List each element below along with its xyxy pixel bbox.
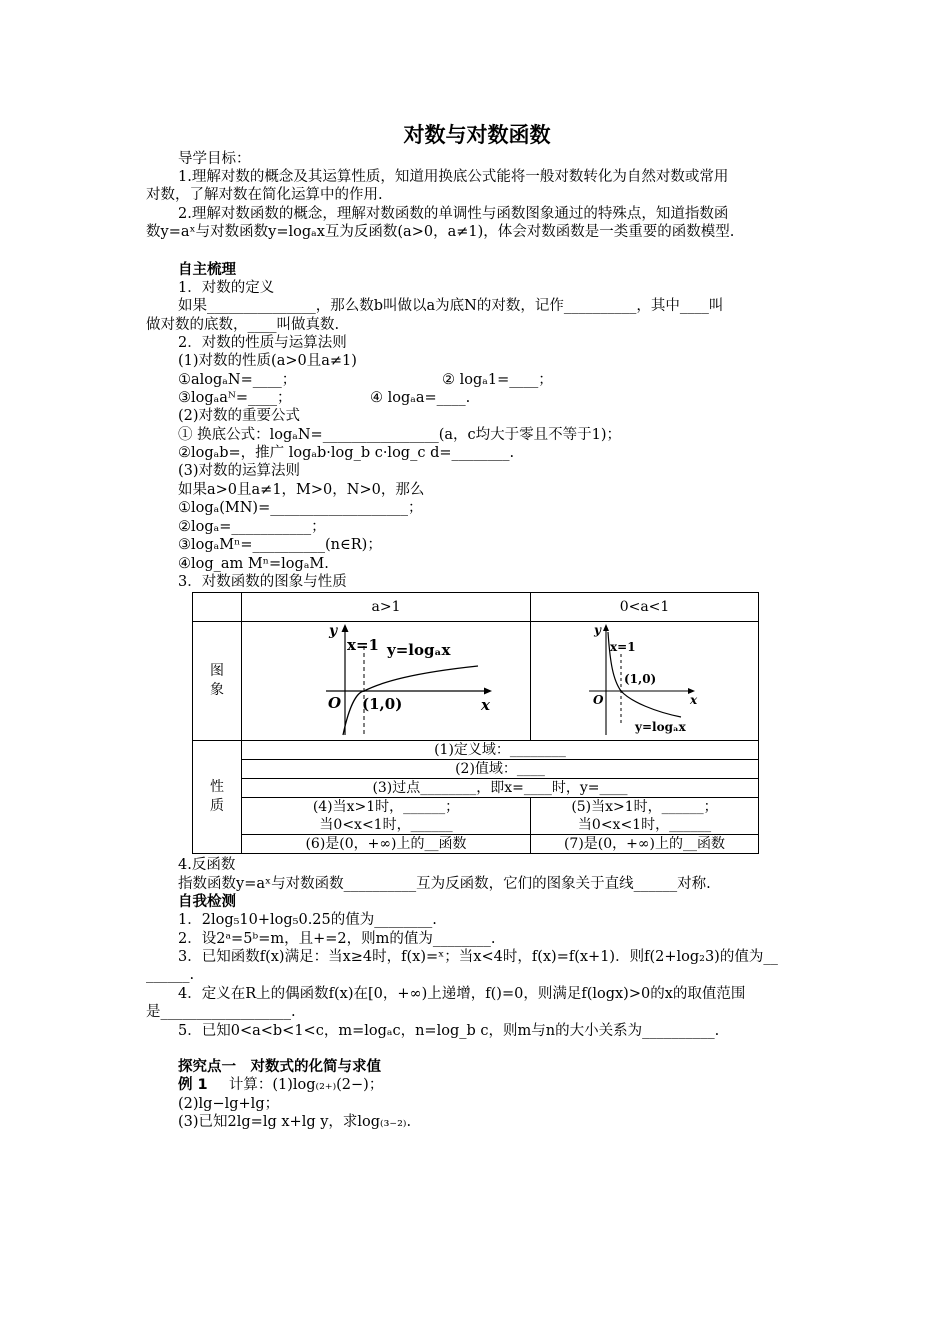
- y-axis-label: y: [329, 623, 338, 639]
- x-axis-label: x: [481, 696, 490, 714]
- point-label: (1,0): [362, 695, 403, 713]
- table-corner: [193, 593, 242, 622]
- decreasing-log-graph: [531, 622, 758, 740]
- review-heading: 自主梳理: [178, 262, 236, 278]
- graph-a-gt-1: [242, 622, 531, 741]
- definition-line-a: 如果_______________，那么数b叫做以a为底N的对数，记作__________，其中____叫: [178, 298, 724, 314]
- inverse-statement: 指数函数y=aˣ与对数函数__________互为反函数，它们的图象关于直线______对称.: [178, 876, 711, 892]
- prop-7: (7)是(0，+∞)上的__函数: [531, 835, 759, 854]
- header-a-lt-1: 0<a<1: [531, 593, 759, 622]
- question-4-line-b: 是__________________.: [146, 1004, 296, 1020]
- explore-heading: 探究点一 对数式的化简与求值: [178, 1059, 381, 1075]
- check-heading: 自我检测: [178, 894, 236, 910]
- graph-a-lt-1: [531, 622, 759, 741]
- log-function-table: [192, 592, 759, 854]
- section-4-title: 4.反函数: [178, 857, 236, 873]
- vline-label: x=1: [347, 636, 379, 654]
- question-2: 2．设2ᵃ=5ᵇ=m，且+=2，则m的值为________.: [178, 931, 496, 947]
- goals-heading: 导学目标：: [178, 151, 251, 167]
- prop-range: (2)值域：____: [242, 760, 759, 779]
- question-5: 5．已知0<a<b<1<c，m=logₐc，n=log_b c，则m与n的大小关系为__________.: [178, 1023, 720, 1039]
- prop-5-b: 当0<x<1时，______: [531, 817, 759, 835]
- prop-4-a: (4)当x>1时，______；: [242, 798, 531, 817]
- question-4-line-a: 4．定义在R上的偶函数f(x)在[0，+∞)上递增，f()=0，则满足f(logx)>0的x的取值范围: [178, 986, 746, 1002]
- properties-heading: (1)对数的性质(a>0且a≠1): [178, 353, 357, 369]
- question-1: 1．2log₅10+log₅0.25的值为________.: [178, 912, 437, 928]
- prop-4-b: 当0<x<1时，______: [242, 817, 531, 835]
- question-3-line-a: 3．已知函数f(x)满足：当x≥4时，f(x)=ˣ；当x<4时，f(x)=f(x+1)．则f(2+log₂3)的值为__: [178, 949, 778, 965]
- example-1-part-3: (3)已知2lg=lg x+lg y，求log₍₃₋₂₎.: [178, 1114, 412, 1130]
- section-1-title: 1．对数的定义: [178, 280, 275, 296]
- rule-1: ①logₐ(MN)=___________________；: [178, 500, 423, 516]
- property-1: ①alogₐN=____；: [178, 372, 297, 388]
- y-axis-label: y: [594, 623, 601, 637]
- rules-condition: 如果a>0且a≠1，M>0，N>0，那么: [178, 482, 425, 498]
- example-1: [178, 1076, 808, 1095]
- change-of-base: ① 换底公式：logₐN=________________(a，c均大于零且不等于1)；: [178, 427, 621, 443]
- chain-formula: ②logₐb=，推广 logₐb·log_b c·log_c d=________.: [178, 445, 515, 461]
- origin-label: O: [593, 693, 604, 707]
- goal-1-line-b: 对数，了解对数在简化运算中的作用.: [146, 187, 383, 203]
- vline-label: x=1: [610, 640, 636, 654]
- origin-label: O: [328, 694, 342, 712]
- property-2: ② logₐ1=____；: [442, 372, 553, 388]
- goal-1-line-a: 1.理解对数的概念及其运算性质，知道用换底公式能将一般对数转化为自然对数或常用: [178, 169, 729, 185]
- page-title: 对数与对数函数: [403, 123, 551, 147]
- property-4: ④ logₐa=____.: [370, 390, 471, 406]
- property-3: ③logₐaᴺ=____；: [178, 390, 292, 406]
- prop-domain: (1)定义域：________: [242, 741, 759, 760]
- point-label: (1,0): [624, 672, 657, 686]
- prop-5-a: (5)当x>1时，______；: [531, 798, 759, 817]
- definition-line-b: 做对数的底数，____叫做真数.: [146, 317, 340, 333]
- formulas-heading: (2)对数的重要公式: [178, 408, 301, 424]
- goal-2-line-a: 2.理解对数函数的概念，理解对数函数的单调性与函数图象通过的特殊点，知道指数函: [178, 206, 729, 222]
- row-label-properties: 性质: [193, 741, 242, 854]
- question-3-line-b: ______.: [146, 967, 195, 983]
- increasing-log-graph: [242, 622, 530, 740]
- section-2-title: 2．对数的性质与运算法则: [178, 335, 347, 351]
- curve-label: y=logₐx: [387, 641, 451, 659]
- example-1-part-2: (2)lg−lg+lg；: [178, 1096, 280, 1112]
- prop-fixed-point: (3)过点________，即x=____时，y=____: [242, 779, 759, 798]
- example-1-part-1: 计算：(1)log₍₂₊₎(2−)；: [228, 1077, 384, 1093]
- section-3-title: 3．对数函数的图象与性质: [178, 574, 347, 590]
- x-axis-label: x: [690, 693, 698, 707]
- rule-2: ②logₐ=___________；: [178, 519, 326, 535]
- row-label-graph: 图象: [193, 622, 242, 741]
- prop-6: (6)是(0，+∞)上的__函数: [242, 835, 531, 854]
- header-a-gt-1: a>1: [242, 593, 531, 622]
- rule-4: ④log_am Mⁿ=logₐM.: [178, 556, 329, 572]
- goal-2-line-b: 数y=aˣ与对数函数y=logₐx互为反函数(a>0，a≠1)，体会对数函数是一类重要的函数模型.: [146, 224, 735, 240]
- rules-heading: (3)对数的运算法则: [178, 463, 301, 479]
- rule-3: ③logₐMⁿ=__________(n∈R)；: [178, 537, 382, 553]
- curve-label: y=logₐx: [635, 720, 686, 734]
- example-label: 例 1: [178, 1077, 208, 1093]
